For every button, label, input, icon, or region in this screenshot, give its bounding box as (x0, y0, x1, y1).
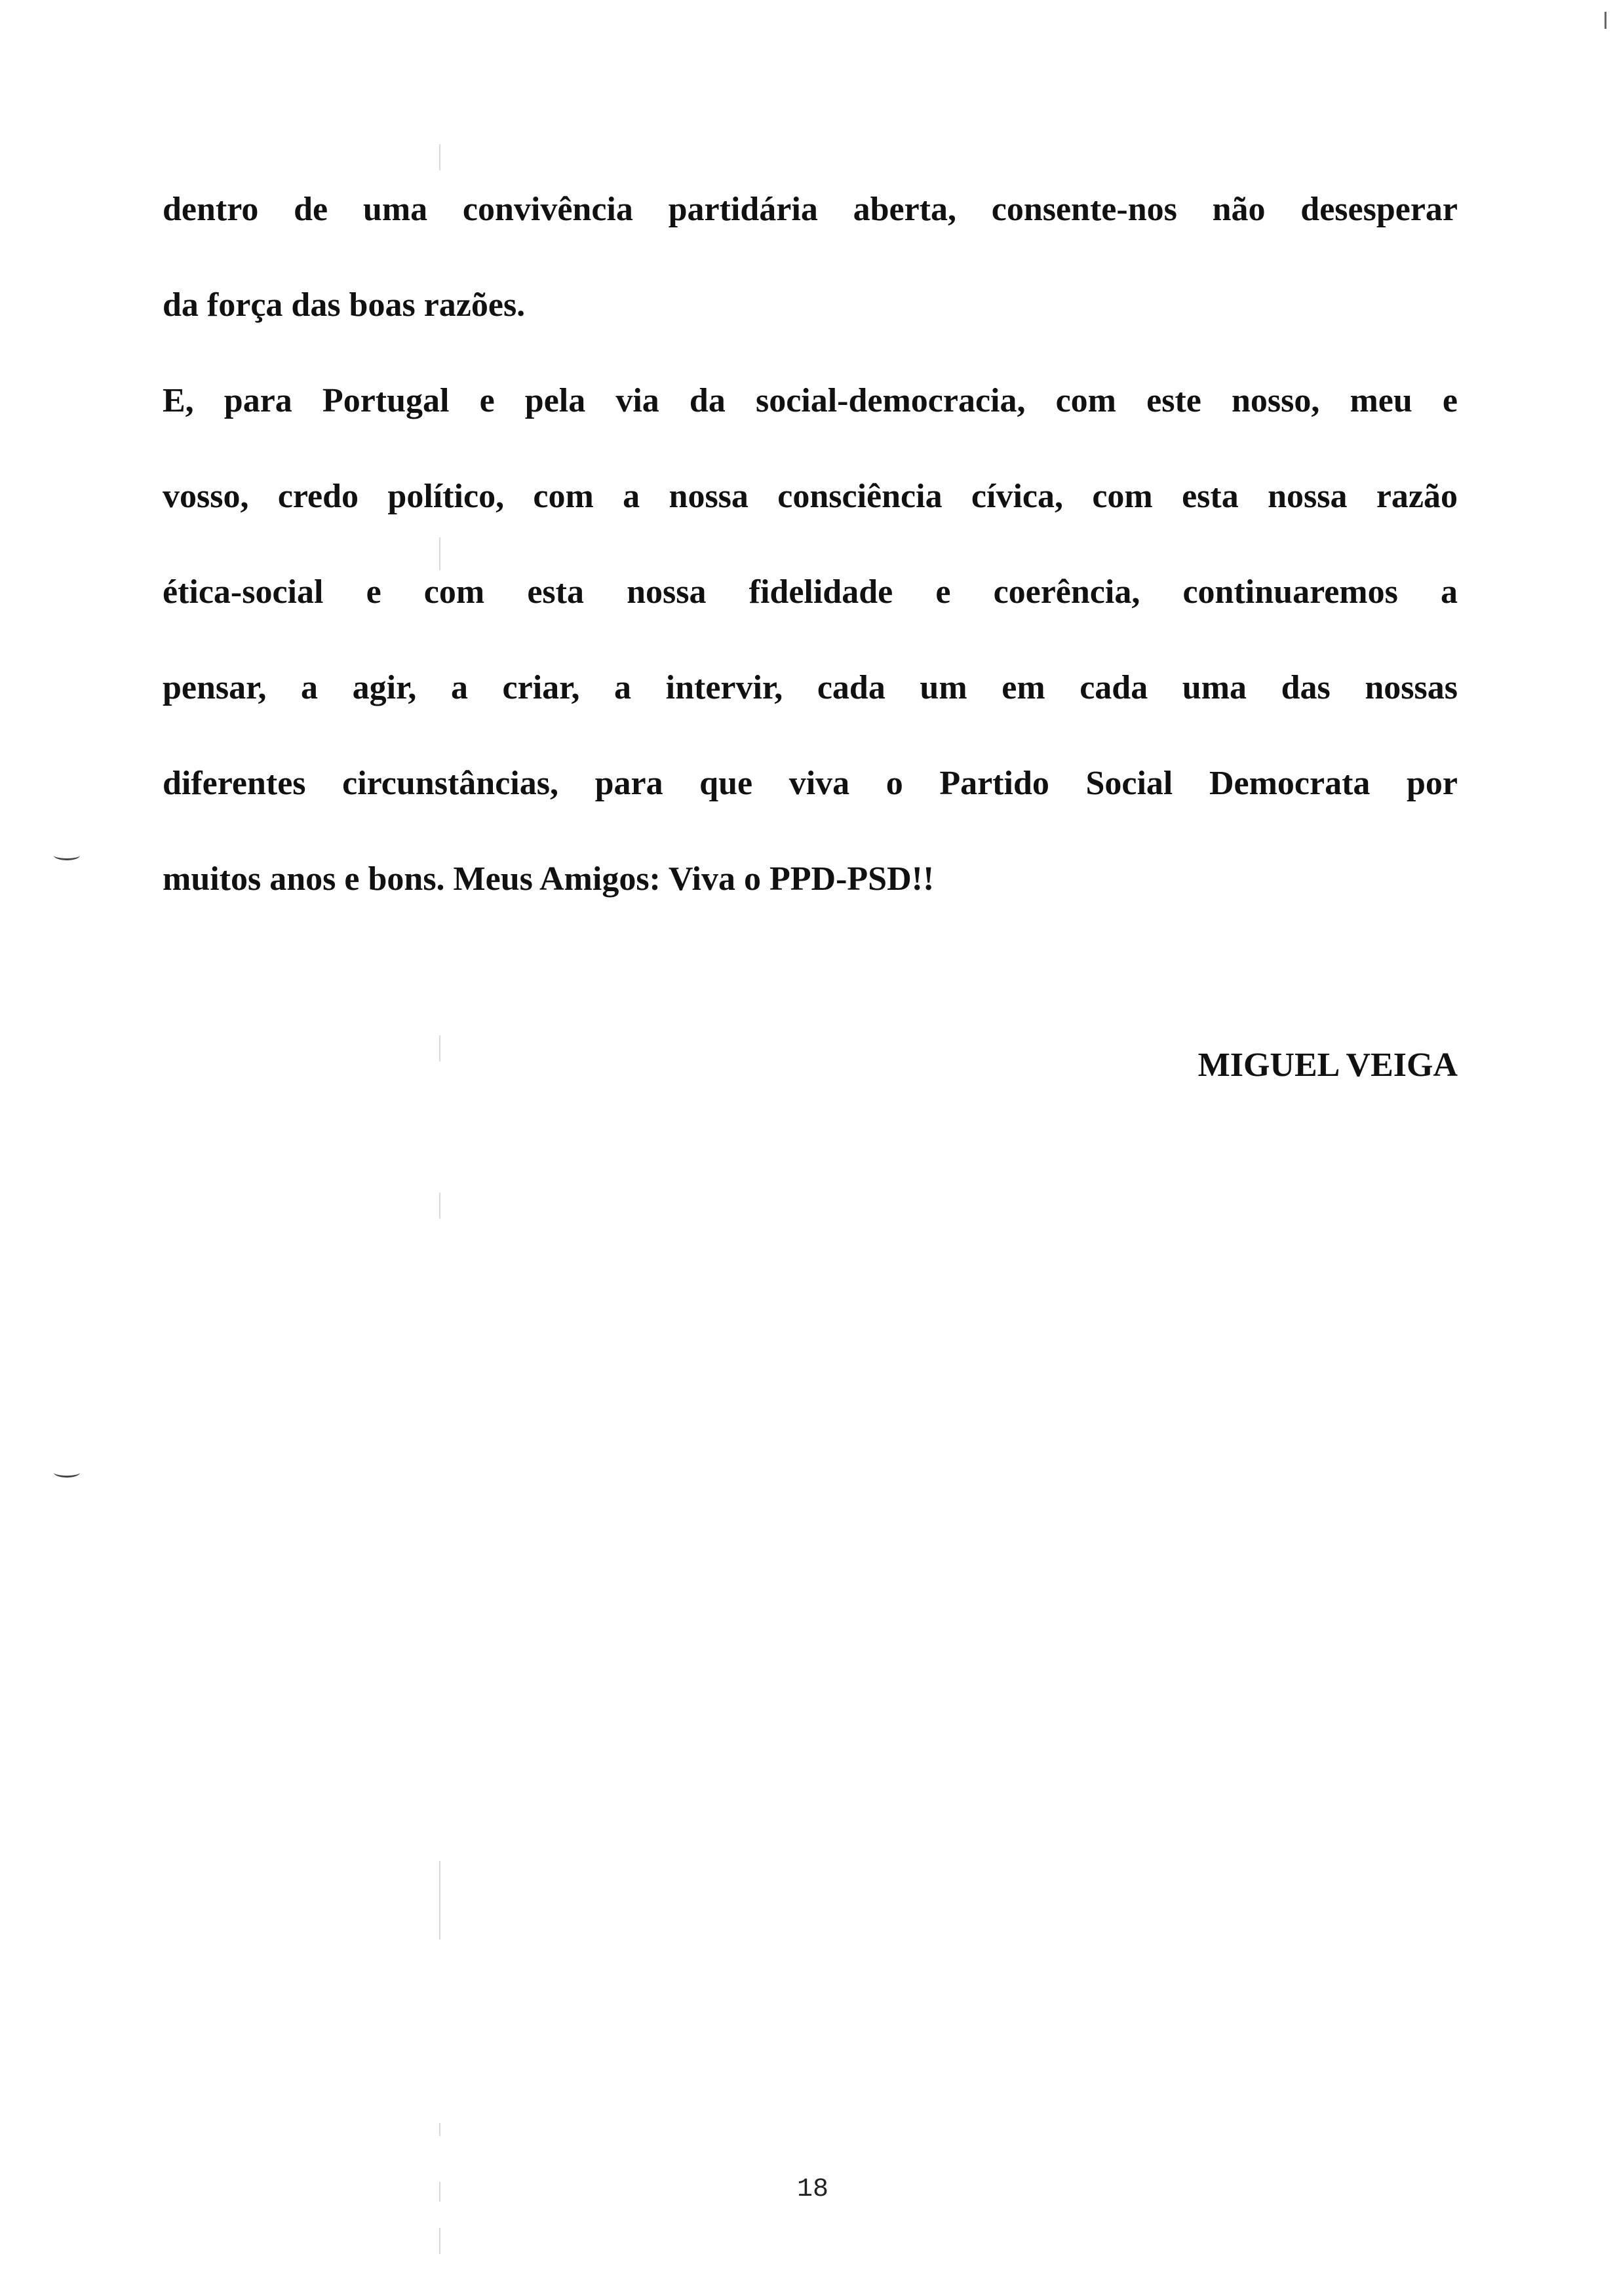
text-line-3: E, para Portugal e pela via da social-democracia, com este nosso, meu e (163, 382, 1458, 419)
author-signature: MIGUEL VEIGA (1197, 1046, 1458, 1084)
text-line-1: dentro de uma convivência partidária aberta, consente-nos não desesperar (163, 191, 1458, 228)
scan-fold-line (439, 2123, 440, 2136)
text-line-2: da força das boas razões. (163, 286, 526, 324)
page-number: 18 (796, 2175, 828, 2204)
scan-fold-line (439, 1193, 440, 1219)
scan-fold-line (439, 144, 440, 170)
scan-margin-mark (54, 1468, 80, 1478)
scan-fold-line (439, 1861, 440, 1940)
scan-margin-mark (54, 851, 80, 860)
scan-fold-line (439, 2228, 440, 2254)
text-line-7: diferentes circunstâncias, para que viva o Partido Social Democrata por (163, 765, 1458, 802)
scan-fold-line (439, 537, 440, 570)
text-line-6: pensar, a agir, a criar, a intervir, cada um em cada uma das nossas (163, 669, 1458, 706)
text-line-4: vosso, credo político, com a nossa consciência cívica, com esta nossa razão (163, 478, 1458, 515)
text-line-8: muitos anos e bons. Meus Amigos: Viva o PPD-PSD!! (163, 860, 935, 898)
scan-corner-mark (1605, 12, 1606, 29)
scan-fold-line (439, 1035, 440, 1062)
text-line-5: ética-social e com esta nossa fidelidade e coerência, continuaremos a (163, 573, 1458, 611)
scan-fold-line (439, 2182, 440, 2202)
